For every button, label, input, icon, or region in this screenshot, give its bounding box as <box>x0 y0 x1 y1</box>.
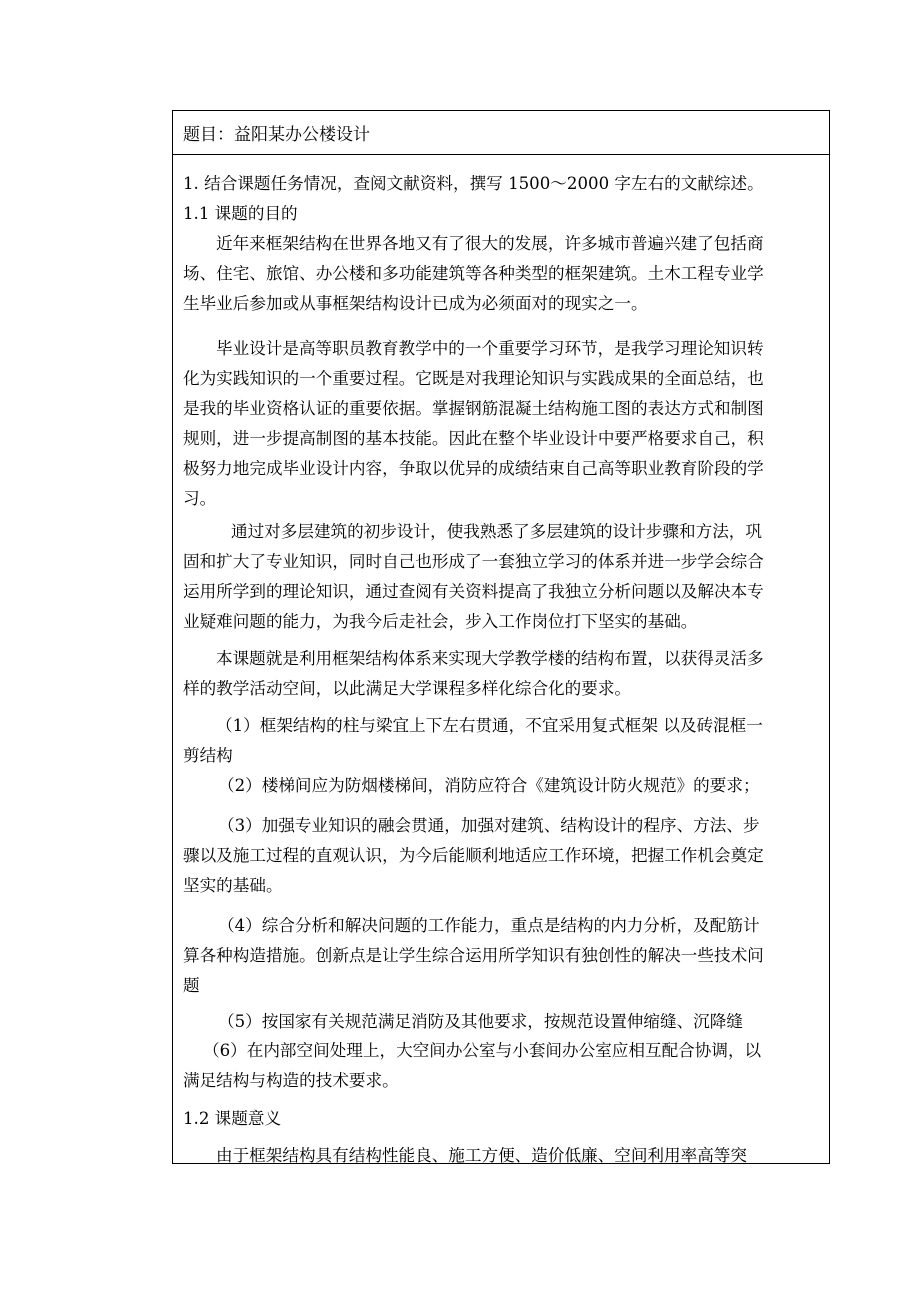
section-heading: 1.1 课题的目的 <box>183 204 298 223</box>
text-line: 毕业设计是高等职员教育教学中的一个重要学习环节，是我学习理论知识转 <box>216 339 764 358</box>
text-line: 骤以及施工过程的直观认识，为今后能顺利地适应工作环境，把握工作机会奠定 <box>183 846 764 865</box>
document-table <box>172 110 830 1164</box>
list-item-5: （5）按国家有关规范满足消防及其他要求，按规范设置伸缩缝、沉降缝 <box>218 1012 743 1031</box>
list-item-4: （4）综合分析和解决问题的工作能力，重点是结构的内力分析，及配筋计 <box>218 916 760 935</box>
text-line: 是我的毕业资格认证的重要依据。掌握钢筋混凝土结构施工图的表达方式和制图 <box>183 399 764 418</box>
text-line: 样的教学活动空间，以此满足大学课程多样化综合化的要求。 <box>183 679 632 698</box>
list-item-3: （3）加强专业知识的融会贯通，加强对建筑、结构设计的程序、方法、步 <box>218 816 760 835</box>
title-cell <box>173 111 829 155</box>
text-line: 运用所学到的理论知识，通过查阅有关资料提高了我独立分析问题以及解决本专 <box>183 582 764 601</box>
text-line: 习。 <box>183 489 217 508</box>
text-line: 规则，进一步提高制图的基本技能。因此在整个毕业设计中要严格要求自己，积 <box>183 429 764 448</box>
section-heading: 1.2 课题意义 <box>183 1109 282 1128</box>
text-line: 由于框架结构具有结构性能良、施工方便、造价低廉、空间利用率高等突 <box>216 1146 747 1165</box>
text-line: 坚实的基础。 <box>183 876 283 895</box>
text-line: 剪结构 <box>183 746 233 765</box>
text-line: 满足结构与构造的技术要求。 <box>183 1071 399 1090</box>
text-line: 1. 结合课题任务情况，查阅文献资料，撰写 1500～2000 字左右的文献综述。 <box>183 174 764 193</box>
text-line: 化为实践知识的一个重要过程。它既是对我理论知识与实践成果的全面总结，也 <box>183 369 764 388</box>
text-line: 生毕业后参加或从事框架结构设计已成为必须面对的现实之一。 <box>183 294 648 313</box>
list-item-6: （6）在内部空间处理上，大空间办公室与小套间办公室应相互配合协调，以 <box>203 1041 762 1060</box>
text-line: 业疑难问题的能力，为我今后走社会，步入工作岗位打下坚实的基础。 <box>183 612 698 631</box>
document-title: 题目：益阳某办公楼设计 <box>183 125 370 145</box>
text-line: 近年来框架结构在世界各地又有了很大的发展，许多城市普遍兴建了包括商 <box>216 234 764 253</box>
list-item-1: （1）框架结构的柱与梁宜上下左右贯通，不宜采用复式框架 以及砖混框一 <box>216 716 763 735</box>
text-line: 本课题就是利用框架结构体系来实现大学教学楼的结构布置，以获得灵活多 <box>216 649 764 668</box>
text-line: 极努力地完成毕业设计内容，争取以优异的成绩结束自己高等职业教育阶段的学 <box>183 459 764 478</box>
text-line: 算各种构造措施。创新点是让学生综合运用所学知识有独创性的解决一些技术问 <box>183 946 764 965</box>
text-line: 通过对多层建筑的初步设计，使我熟悉了多层建筑的设计步骤和方法，巩 <box>231 522 762 541</box>
text-line: 场、住宅、旅馆、办公楼和多功能建筑等各种类型的框架建筑。土木工程专业学 <box>183 264 764 283</box>
text-line: 题 <box>183 976 200 995</box>
text-line: 固和扩大了专业知识，同时自己也形成了一套独立学习的体系并进一步学会综合 <box>183 552 764 571</box>
list-item-2: （2）楼梯间应为防烟楼梯间，消防应符合《建筑设计防火规范》的要求； <box>218 776 760 795</box>
